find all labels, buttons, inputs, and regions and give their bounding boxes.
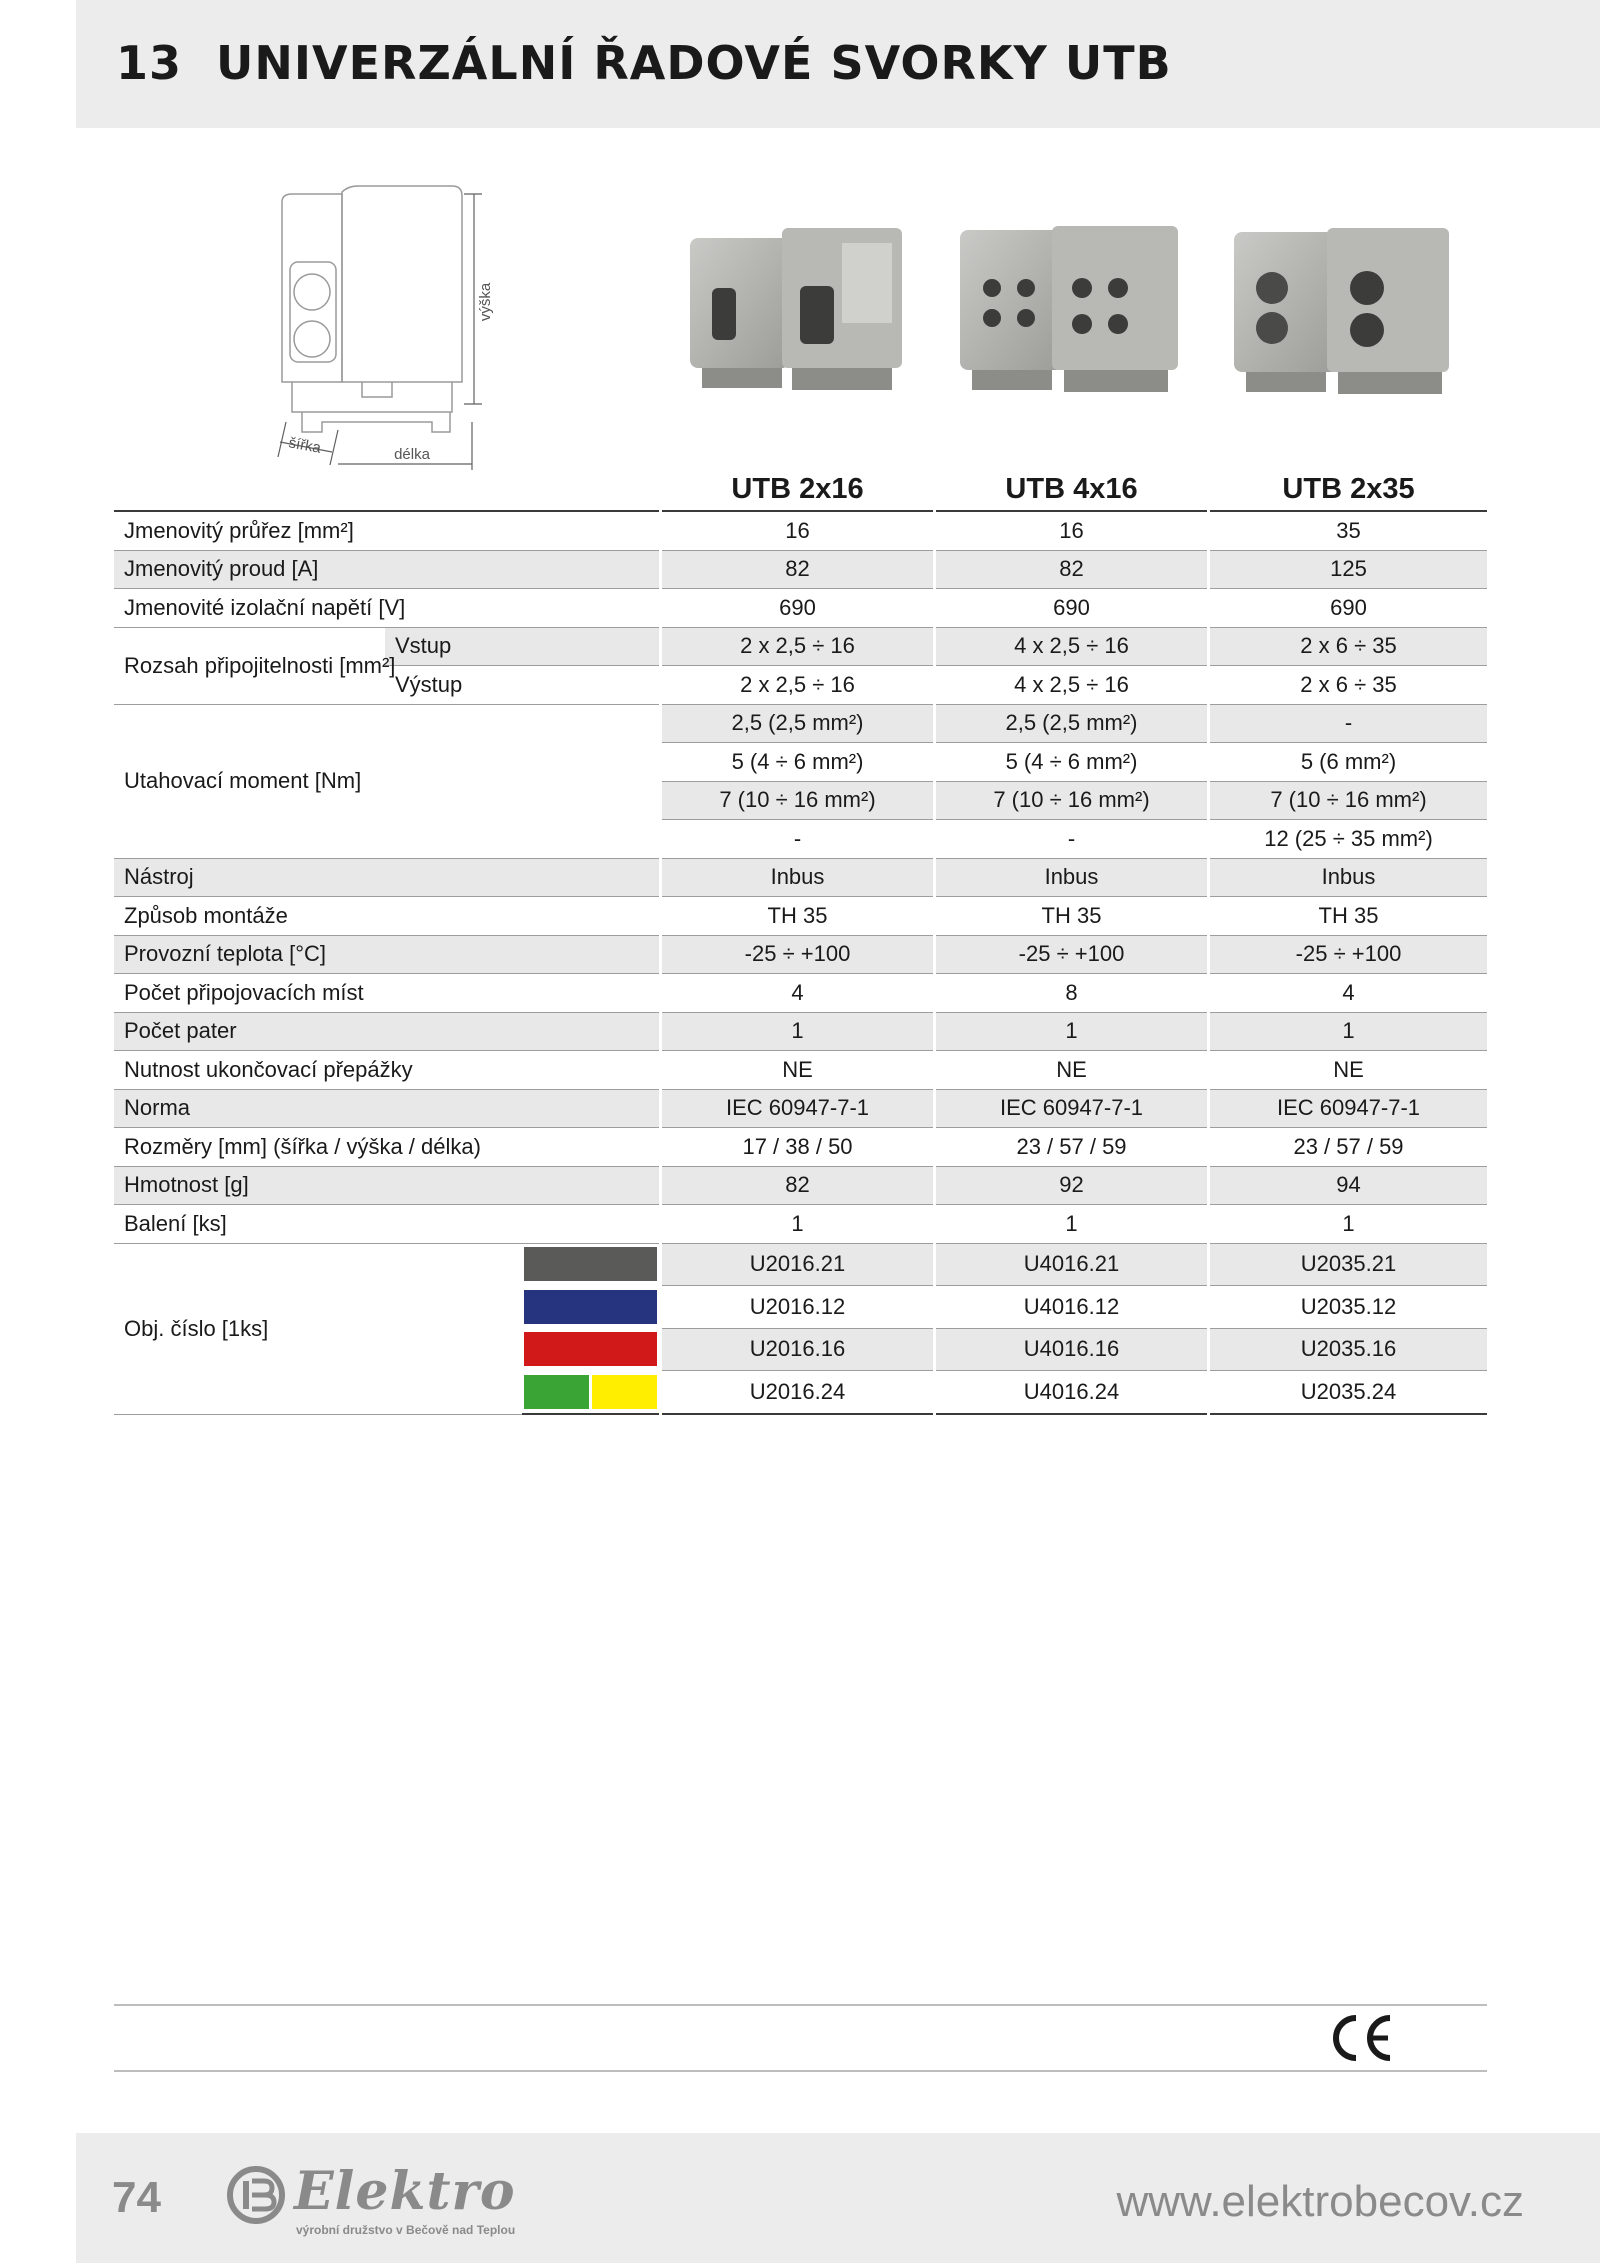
row-label: Rozsah připojitelnosti [mm²]	[114, 628, 385, 705]
table-row	[114, 1167, 1487, 1206]
row-label: Počet pater	[114, 1013, 659, 1052]
table-cell: 690	[936, 589, 1207, 628]
table-cell: 2 x 2,5 ÷ 16	[662, 628, 933, 667]
row-sublabel: Vstup	[385, 628, 659, 667]
page-number: 74	[112, 2173, 161, 2222]
row-sublabel: Výstup	[385, 666, 659, 705]
section-number: 13	[116, 36, 183, 90]
table-cell: -	[1210, 705, 1487, 744]
table-cell: 16	[936, 512, 1207, 551]
table-row	[114, 936, 1487, 975]
product-photos	[672, 208, 1472, 398]
table-cell: 82	[662, 1167, 933, 1206]
table-cell: -25 ÷ +100	[936, 936, 1207, 975]
ce-mark-icon	[1326, 2012, 1396, 2064]
table-row	[114, 1205, 1487, 1244]
color-swatch-grey	[522, 1244, 659, 1287]
column-header: UTB 2x16	[662, 462, 933, 512]
table-cell: 94	[1210, 1167, 1487, 1206]
table-cell: U2016.24	[662, 1371, 933, 1415]
table-cell: 2,5 (2,5 mm²)	[662, 705, 933, 744]
table-cell: 690	[1210, 589, 1487, 628]
row-label: Rozměry [mm] (šířka / výška / délka)	[114, 1128, 659, 1167]
table-cell: U2035.21	[1210, 1244, 1487, 1287]
table-cell: IEC 60947-7-1	[1210, 1090, 1487, 1129]
row-label: Provozní teplota [°C]	[114, 936, 659, 975]
table-cell: U2035.16	[1210, 1329, 1487, 1372]
spec-table	[114, 462, 1487, 1415]
table-row	[114, 974, 1487, 1013]
table-cell: 1	[1210, 1013, 1487, 1052]
table-cell: U2016.21	[662, 1244, 933, 1287]
width-label: šířka	[287, 434, 323, 457]
table-header-row	[114, 462, 1487, 512]
table-cell: TH 35	[1210, 897, 1487, 936]
table-cell: NE	[1210, 1051, 1487, 1090]
divider	[114, 2004, 1487, 2006]
table-row	[114, 628, 1487, 667]
row-label: Obj. číslo [1ks]	[114, 1244, 522, 1415]
table-row	[114, 1013, 1487, 1052]
table-cell: 4 x 2,5 ÷ 16	[936, 666, 1207, 705]
table-cell: U4016.16	[936, 1329, 1207, 1372]
table-cell: 5 (4 ÷ 6 mm²)	[936, 743, 1207, 782]
table-cell: TH 35	[936, 897, 1207, 936]
table-row	[114, 589, 1487, 628]
table-cell: 690	[662, 589, 933, 628]
table-cell: 2 x 6 ÷ 35	[1210, 666, 1487, 705]
table-row	[114, 859, 1487, 898]
table-cell: TH 35	[662, 897, 933, 936]
table-cell: 8	[936, 974, 1207, 1013]
table-cell: 17 / 38 / 50	[662, 1128, 933, 1167]
table-cell: 82	[936, 551, 1207, 590]
length-label: délka	[394, 446, 430, 463]
table-cell: Inbus	[1210, 859, 1487, 898]
table-row	[114, 512, 1487, 551]
row-label: Jmenovitý proud [A]	[114, 551, 659, 590]
product-utb-2x16	[690, 228, 902, 390]
table-cell: 4	[1210, 974, 1487, 1013]
row-label: Nutnost ukončovací přepážky	[114, 1051, 659, 1090]
table-cell: 125	[1210, 551, 1487, 590]
table-cell: -	[936, 820, 1207, 859]
column-header: UTB 2x35	[1210, 462, 1487, 512]
table-cell: 5 (4 ÷ 6 mm²)	[662, 743, 933, 782]
table-cell: 23 / 57 / 59	[936, 1128, 1207, 1167]
product-utb-4x16	[960, 226, 1178, 392]
page-footer	[76, 2133, 1600, 2263]
table-cell: Inbus	[936, 859, 1207, 898]
table-cell: 7 (10 ÷ 16 mm²)	[936, 782, 1207, 821]
brand-logo	[224, 2157, 614, 2241]
table-cell: 5 (6 mm²)	[1210, 743, 1487, 782]
table-cell: -25 ÷ +100	[1210, 936, 1487, 975]
page-title	[116, 36, 1172, 90]
table-cell: U4016.12	[936, 1286, 1207, 1329]
table-cell: 23 / 57 / 59	[1210, 1128, 1487, 1167]
table-cell: 2 x 6 ÷ 35	[1210, 628, 1487, 667]
row-label: Způsob montáže	[114, 897, 659, 936]
table-cell: 12 (25 ÷ 35 mm²)	[1210, 820, 1487, 859]
row-label: Hmotnost [g]	[114, 1167, 659, 1206]
table-cell: IEC 60947-7-1	[936, 1090, 1207, 1129]
brand-emblem-icon	[224, 2163, 288, 2233]
table-cell: Inbus	[662, 859, 933, 898]
table-cell: 92	[936, 1167, 1207, 1206]
table-cell: U2016.16	[662, 1329, 933, 1372]
row-label: Jmenovitý průřez [mm²]	[114, 512, 659, 551]
table-row	[114, 1090, 1487, 1129]
table-row	[114, 705, 1487, 744]
table-cell: 1	[662, 1205, 933, 1244]
table-cell: 7 (10 ÷ 16 mm²)	[1210, 782, 1487, 821]
table-cell: 1	[1210, 1205, 1487, 1244]
website-link[interactable]: www.elektrobecov.cz	[1116, 2177, 1524, 2226]
table-cell: NE	[936, 1051, 1207, 1090]
row-label: Norma	[114, 1090, 659, 1129]
color-swatch-blue	[522, 1286, 659, 1329]
table-cell: 1	[936, 1205, 1207, 1244]
dimension-drawing	[262, 182, 522, 472]
table-cell: 82	[662, 551, 933, 590]
table-cell: 1	[662, 1013, 933, 1052]
row-label: Utahovací moment [Nm]	[114, 705, 659, 859]
table-cell: U4016.21	[936, 1244, 1207, 1287]
table-cell: 1	[936, 1013, 1207, 1052]
table-cell: U4016.24	[936, 1371, 1207, 1415]
table-cell: 7 (10 ÷ 16 mm²)	[662, 782, 933, 821]
product-utb-2x35	[1234, 228, 1449, 394]
table-cell: 2,5 (2,5 mm²)	[936, 705, 1207, 744]
color-swatch-red	[522, 1329, 659, 1372]
table-cell: 35	[1210, 512, 1487, 551]
brand-name: Elektro	[294, 2161, 516, 2222]
table-cell: NE	[662, 1051, 933, 1090]
table-row	[114, 1128, 1487, 1167]
table-cell: -25 ÷ +100	[662, 936, 933, 975]
page-header	[76, 0, 1600, 128]
color-swatch-green-yellow	[522, 1371, 659, 1415]
table-cell: 4 x 2,5 ÷ 16	[936, 628, 1207, 667]
table-row	[114, 551, 1487, 590]
table-row	[114, 897, 1487, 936]
table-cell: 2 x 2,5 ÷ 16	[662, 666, 933, 705]
section-title: UNIVERZÁLNÍ ŘADOVÉ SVORKY UTB	[216, 36, 1172, 90]
column-header: UTB 4x16	[936, 462, 1207, 512]
table-cell: U2016.12	[662, 1286, 933, 1329]
row-label: Počet připojovacích míst	[114, 974, 659, 1013]
table-cell: U2035.12	[1210, 1286, 1487, 1329]
brand-subtitle: výrobní družstvo v Bečově nad Teplou	[296, 2223, 516, 2237]
height-label: výška	[477, 282, 494, 322]
table-cell: IEC 60947-7-1	[662, 1090, 933, 1129]
table-row	[114, 1244, 1487, 1287]
table-cell: -	[662, 820, 933, 859]
table-row	[114, 1051, 1487, 1090]
table-cell: U2035.24	[1210, 1371, 1487, 1415]
row-label: Balení [ks]	[114, 1205, 659, 1244]
row-label: Nástroj	[114, 859, 659, 898]
row-label: Jmenovité izolační napětí [V]	[114, 589, 659, 628]
divider	[114, 2070, 1487, 2072]
table-cell: 4	[662, 974, 933, 1013]
table-cell: 16	[662, 512, 933, 551]
